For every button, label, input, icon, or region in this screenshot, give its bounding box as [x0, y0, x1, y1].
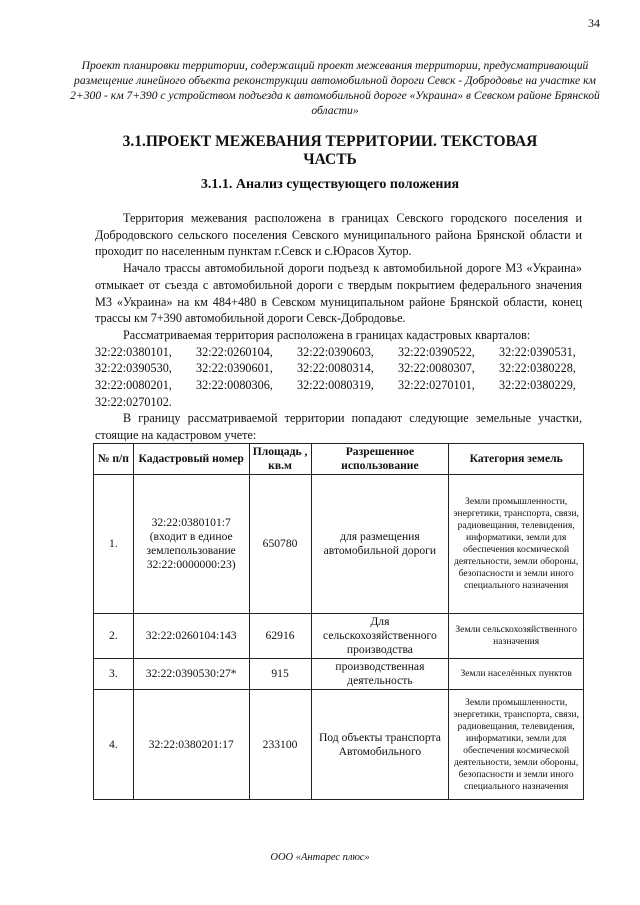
cell-cadastral: 32:22:0380101:7 (входит в единое землепользование 32:22:0000000:23)	[133, 475, 249, 614]
cell-category: Земли сельскохозяйственного назначения	[449, 614, 584, 659]
cell-number: 3.	[94, 659, 134, 690]
paragraph-parcels-intro: В границу рассматриваемой территории попадают следующие земельные участки, стоящие на кадастровом учете:	[95, 411, 582, 443]
cadastral-quarter: 32:22:0080319,	[297, 378, 374, 393]
cell-area: 915	[249, 659, 311, 690]
table-row	[94, 690, 584, 800]
cell-number: 1.	[94, 475, 134, 614]
cadastral-quarter: 32:22:0270102.	[95, 394, 172, 409]
cell-cadastral: 32:22:0390530:27*	[133, 659, 249, 690]
cadastral-quarter: 32:22:0380228,	[499, 361, 576, 376]
page-number: 34	[588, 16, 600, 30]
column-header-cadastral: Кадастровый номер	[133, 444, 249, 475]
cadastral-quarter: 32:22:0080201,	[95, 378, 172, 393]
cadastral-quarter: 32:22:0270101,	[398, 378, 475, 393]
cell-cadastral: 32:22:0380201:17	[133, 690, 249, 800]
paragraph-territory: Территория межевания расположена в границах Севского городского поселения и Добродовского сельского поселения Севского муниципального района Брянской области и проходит по населенным пунктам г.Севск и с.Юрасов Хутор.	[95, 211, 582, 259]
cell-category: Земли промышленности, энергетики, транспорта, связи, радиовещания, телевидения, информатики, земли для обеспечения космической деятельности, земли обороны, безопасности и земли иного специального назначения	[449, 475, 584, 614]
cell-use: для размещения автомобильной дороги	[311, 475, 449, 614]
cell-use: Для сельскохозяйственного производства	[311, 614, 449, 659]
cadastral-quarter: 32:22:0390522,	[398, 344, 475, 359]
footer-company: ООО «Антарес плюс»	[270, 852, 370, 863]
table-row	[94, 659, 584, 690]
cadastral-quarter: 32:22:0260104,	[196, 344, 273, 359]
cell-area: 62916	[249, 614, 311, 659]
cell-category: Земли населённых пунктов	[449, 659, 584, 690]
cell-category: Земли промышленности, энергетики, транспорта, связи, радиовещания, телевидения, информатики, земли для обеспечения космической деятельности, земли обороны, безопасности и земли иного специального назначения	[449, 690, 584, 800]
cadastral-quarter: 32:22:0080306,	[196, 378, 273, 393]
column-header-number: № п/п	[94, 444, 134, 475]
body-text	[95, 210, 582, 444]
table-header-row	[94, 444, 584, 475]
cadastral-quarter: 32:22:0390530,	[95, 361, 172, 376]
cadastral-quarter: 32:22:0390531,	[499, 344, 576, 359]
section-title: 3.1.ПРОЕКТ МЕЖЕВАНИЯ ТЕРРИТОРИИ. ТЕКСТОВАЯ ЧАСТЬ	[122, 133, 538, 168]
cadastral-quarter: 32:22:0380101,	[95, 344, 172, 359]
cadastral-quarter: 32:22:0390601,	[196, 361, 273, 376]
cadastral-quarter: 32:22:0390603,	[297, 344, 374, 359]
subsection-title: 3.1.1. Анализ существующего положения	[200, 177, 460, 192]
document-header-note: Проект планировки территории, содержащий проект межевания территории, предусматривающий размещение линейного объекта реконструкции автомобильной дороги Севск - Добродовье на участке км 2+300 - км 7+390 с устройством подъезда к автомобильной дороге «Украина» в Севском районе Брянской области»	[70, 59, 600, 117]
table-row	[94, 614, 584, 659]
cell-number: 2.	[94, 614, 134, 659]
cell-area: 650780	[249, 475, 311, 614]
parcels-table	[93, 443, 584, 800]
paragraph-quarters-intro: Рассматриваемая территория расположена в границах кадастровых кварталов:	[123, 327, 531, 342]
column-header-category: Категория земель	[449, 444, 584, 475]
table-row	[94, 475, 584, 614]
cadastral-quarter: 32:22:0380229,	[499, 378, 576, 393]
cell-number: 4.	[94, 690, 134, 800]
paragraph-route: Начало трассы автомобильной дороги подъезд к автомобильной дороге М3 «Украина» отмыкает от съезда с автомобильной дороги с твердым покрытием федерального значения М3 «Украина» на км 484+480 в Севском муниципальном районе Брянской области, конец трассы км 7+390 автомобильной дороги Севск-Добродовье.	[95, 261, 582, 326]
cell-area: 233100	[249, 690, 311, 800]
cell-use: производственная деятельность	[311, 659, 449, 690]
column-header-area: Площадь , кв.м	[249, 444, 311, 475]
cadastral-quarters-list	[95, 344, 582, 411]
cell-use: Под объекты транспорта Автомобильного	[311, 690, 449, 800]
column-header-use: Разрешенное использование	[311, 444, 449, 475]
cadastral-quarter: 32:22:0080307,	[398, 361, 475, 376]
cadastral-quarter: 32:22:0080314,	[297, 361, 374, 376]
cell-cadastral: 32:22:0260104:143	[133, 614, 249, 659]
